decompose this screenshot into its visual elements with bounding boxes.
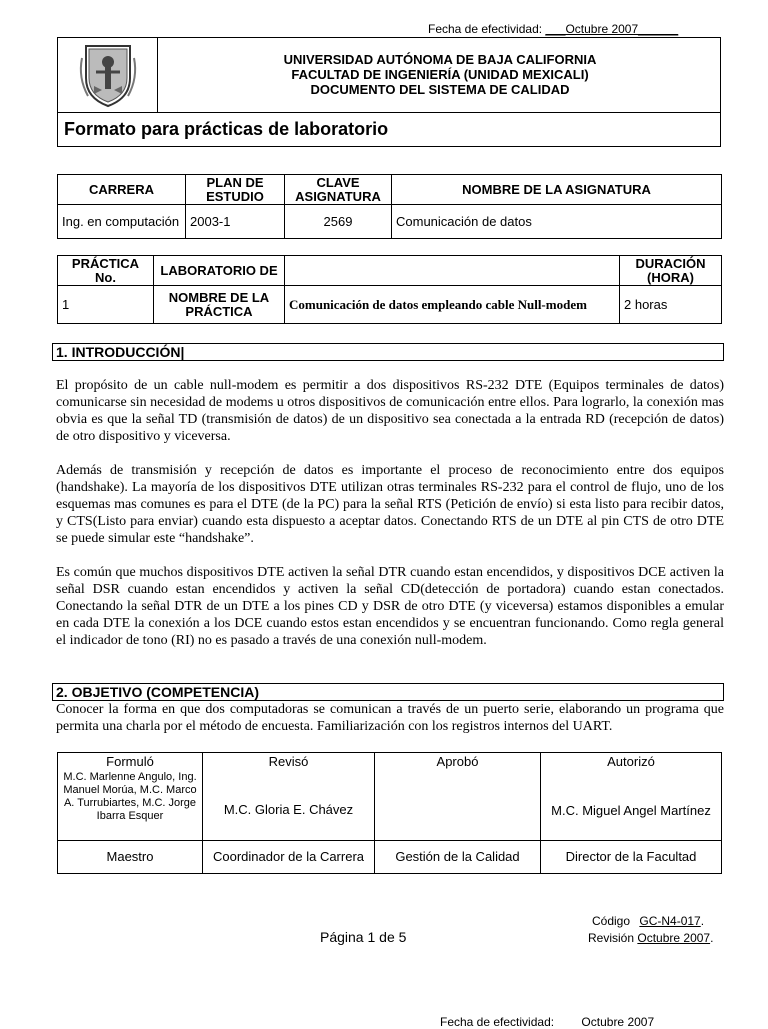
page-number: Página 1 de 5 xyxy=(320,929,407,945)
objective-heading: 2. OBJETIVO (COMPETENCIA) xyxy=(52,683,724,701)
revision-label: Revisión xyxy=(588,931,635,945)
effectivity-date xyxy=(428,22,678,36)
col-practice-no: PRÁCTICA No. xyxy=(58,256,154,286)
cell-carrera: Ing. en computación xyxy=(58,205,186,239)
course-table-row xyxy=(58,205,722,239)
code-label: Código xyxy=(592,914,631,928)
effectivity-value: ___Octubre 2007______ xyxy=(545,22,679,36)
role-row xyxy=(58,841,722,874)
institution-block xyxy=(158,52,722,97)
logo-cell xyxy=(58,38,158,112)
autorizo-name: M.C. Miguel Angel Martínez xyxy=(551,803,711,818)
practice-table xyxy=(57,255,722,324)
signature-table xyxy=(57,752,722,874)
form-title: Formato para prácticas de laboratorio xyxy=(64,119,389,139)
cell-duration: 2 horas xyxy=(620,286,722,324)
code-line: Código GC-N4-017. xyxy=(592,914,705,928)
role-coordinador: Coordinador de la Carrera xyxy=(203,841,375,874)
intro-paragraph: Es común que muchos dispositivos DTE activen la señal DTR cuando estan encendidos, y dispositivos DCE activen la señal DSR cuando estan encendidos y activen la señal CD(detección de portadora) cuando estan conectados. Conectando la señal DTR de un DTE a los pines CD y DSR de otro DTE (y viceversa) estamos disponibles a emular en cada DTE la conexión a los DCE cuando estos estan encendidos y se encuentran funcionando. Como regla general el indicador de tono (RI) no es pasado a través de una conexión null-modem. xyxy=(56,565,724,648)
effectivity-label: Fecha de efectividad: xyxy=(428,22,543,36)
intro-paragraph: Además de transmisión y recepción de datos es importante el proceso de reconocimiento entre dos equipos (handshake). La mayoría de los dispositivos DTE utilizan otras terminales RS-232 para el control de flujo, uno de los esquemas mas comunes es para el DTE (de la PC) para la señal RTS (Petición de envío) si esta listo para recibir datos, y CTS(Listo para enviar) cuando esta dispuesto a aceptar datos. Conectando RTS de un DTE al pin CTS de otro DTE se puede simular este “handshake”. xyxy=(56,463,724,546)
col-duration: DURACIÓN (HORA) xyxy=(620,256,722,286)
code-value: GC-N4-017 xyxy=(639,914,701,928)
cell-plan: 2003-1 xyxy=(186,205,285,239)
role-gestion: Gestión de la Calidad xyxy=(375,841,541,874)
revision-line: Revisión Octubre 2007. xyxy=(588,931,714,945)
course-table xyxy=(57,174,722,239)
cell-nombre: Comunicación de datos xyxy=(392,205,722,239)
col-laboratory: LABORATORIO DE xyxy=(154,256,285,286)
cell-laboratory-value xyxy=(285,256,620,286)
university-name: UNIVERSIDAD AUTÓNOMA DE BAJA CALIFORNIA xyxy=(283,52,597,67)
cell-name-label: NOMBRE DE LA PRÁCTICA xyxy=(154,286,285,324)
course-table-header xyxy=(58,175,722,205)
formulo-header: Formuló xyxy=(106,754,154,769)
cell-practice-no: 1 xyxy=(58,286,154,324)
next-page-effectivity xyxy=(440,1015,654,1029)
col-clave: CLAVE ASIGNATURA xyxy=(285,175,392,205)
aprobo-header: Aprobó xyxy=(436,754,479,769)
cell-practice-name: Comunicación de datos empleando cable Null-modem xyxy=(285,286,620,324)
cell-clave: 2569 xyxy=(285,205,392,239)
reviso-name: M.C. Gloria E. Chávez xyxy=(223,802,354,817)
col-nombre: NOMBRE DE LA ASIGNATURA xyxy=(392,175,722,205)
faculty-name: FACULTAD DE INGENIERÍA (UNIDAD MEXICALI) xyxy=(291,67,589,82)
signature-row xyxy=(58,753,722,841)
form-title-row xyxy=(58,112,720,148)
next-effectivity-value: Octubre 2007 xyxy=(581,1015,655,1029)
role-director: Director de la Facultad xyxy=(541,841,722,874)
col-plan: PLAN DE ESTUDIO xyxy=(186,175,285,205)
practice-table-header xyxy=(58,256,722,286)
autorizo-header: Autorizó xyxy=(607,754,655,769)
document-system: DOCUMENTO DEL SISTEMA DE CALIDAD xyxy=(310,82,570,97)
revision-value: Octubre 2007 xyxy=(637,931,711,945)
formulo-names: M.C. Marlenne Angulo, Ing. Manuel Morúa, M.C. Marco A. Turrubiartes, M.C. Jorge Ibarra Esquer xyxy=(63,771,197,822)
next-effectivity-label: Fecha de efectividad: xyxy=(440,1015,555,1029)
role-maestro: Maestro xyxy=(58,841,203,874)
col-carrera: CARRERA xyxy=(58,175,186,205)
intro-heading: 1. INTRODUCCIÓN| xyxy=(52,343,724,361)
objective-text: Conocer la forma en que dos computadoras se comunican a través de un puerto serie, elaborando un programa que permita una charla por el método de encuesta. Familiarización con los registros internos del UART. xyxy=(56,702,724,734)
reviso-header: Revisó xyxy=(268,754,309,769)
reviso-cell xyxy=(203,753,375,841)
formulo-cell xyxy=(58,753,203,841)
header-box xyxy=(57,37,721,147)
aprobo-cell xyxy=(375,753,541,841)
intro-paragraph: El propósito de un cable null-modem es permitir a dos dispositivos RS-232 DTE (Equipos terminales de datos) comunicarse sin necesidad de modems u otros dispositivos de comunicación entre ellos. Para lograrlo, la conexión mas obvia es que la señal TD (transmisión de datos) de un dispositivo sea conectada a la entrada RD (recepción de datos) de otro dispositivo y viceversa. xyxy=(56,378,724,444)
university-seal-icon xyxy=(58,38,158,112)
autorizo-cell xyxy=(541,753,722,841)
practice-table-row xyxy=(58,286,722,324)
